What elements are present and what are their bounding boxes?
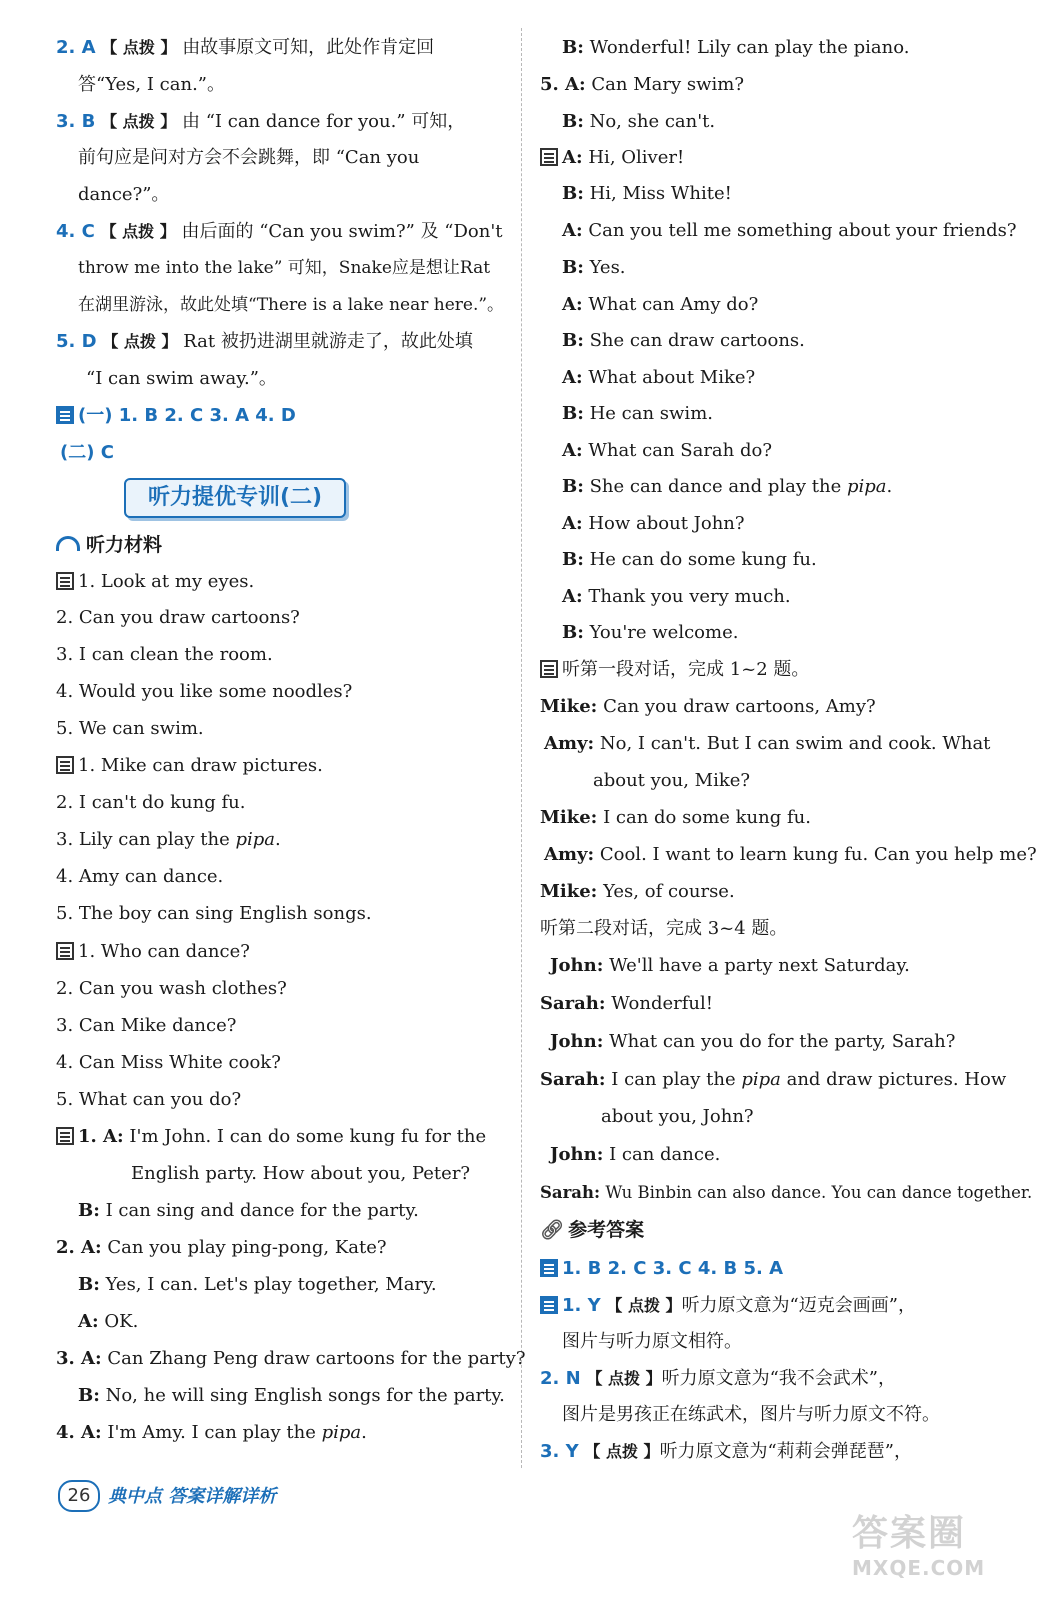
speaker-label: Sarah:	[540, 1069, 606, 1090]
answer-number: 2. N	[540, 1368, 581, 1389]
answer-2	[56, 36, 434, 60]
speaker-label: B:	[562, 111, 584, 132]
dialog-line	[562, 548, 817, 572]
speaker-label: Mike:	[540, 881, 598, 902]
list-item: 3. Can Mike dance?	[56, 1015, 237, 1036]
speaker-label: 2. A:	[56, 1237, 102, 1258]
dialog-line	[540, 1181, 1032, 1205]
dialog-text: Wonderful! Lily can play the piano.	[589, 37, 910, 58]
speaker-label: Amy:	[544, 844, 595, 865]
answer-text-cont: 图片是男孩正在练武术，图片与听力原文不符。	[562, 1404, 940, 1425]
list-item: 2. Can you wash clothes?	[56, 978, 287, 999]
list-item: 5. We can swim.	[56, 718, 204, 739]
dialog-line	[540, 806, 811, 830]
italic-word: pipa	[847, 476, 887, 497]
dialog-line	[562, 110, 715, 134]
dialog-text: No, she can't.	[589, 111, 716, 132]
italic-word: pipa	[321, 1422, 362, 1443]
answer-3-line2: 前句应是问对方会不会跳舞，即 “Can you	[78, 147, 420, 168]
list-item: 3. I can clean the room.	[56, 644, 273, 665]
dialog-line	[562, 512, 745, 536]
dialog-text: She can draw cartoons.	[589, 330, 805, 351]
speaker-label: John:	[550, 1031, 604, 1052]
item-text: 3. Lily can play the	[56, 829, 236, 850]
speaker-label: A:	[562, 513, 583, 534]
headphone-icon	[56, 536, 80, 551]
speaker-label: 1. A:	[78, 1126, 124, 1147]
dialog-line	[562, 219, 1017, 243]
listening-heading-text: 听力材料	[86, 534, 163, 556]
part-1-answer-icon	[540, 1259, 558, 1277]
list-item: 4. Can Miss White cook?	[56, 1052, 281, 1073]
speaker-label: John:	[550, 1144, 604, 1165]
intro-text: 听第一段对话，完成 1~2 题。	[562, 659, 810, 680]
speaker-label: John:	[550, 955, 604, 976]
tip-label: 【 点拨 】	[101, 38, 177, 57]
dialog-line	[78, 1273, 437, 1297]
answer-number: 4. C	[56, 221, 95, 242]
dialog-text: Can Zhang Peng draw cartoons for the party?	[107, 1348, 526, 1369]
item-text: 1. Mike can draw pictures.	[78, 755, 323, 776]
dialog-text: What can Sarah do?	[588, 440, 772, 461]
section-title: 听力提优专训(二)	[124, 478, 346, 518]
answer-number: 3. B	[56, 111, 96, 132]
reference-heading	[540, 1218, 644, 1242]
list-item	[56, 940, 250, 964]
answer-5	[56, 330, 473, 354]
answer-number: 2. A	[56, 37, 96, 58]
speaker-label: Mike:	[540, 807, 598, 828]
dialog-line	[550, 954, 910, 978]
reference-answers-1	[540, 1257, 783, 1281]
italic-word: pipa	[235, 829, 276, 850]
dialog-text: I can do some kung fu.	[603, 807, 811, 828]
answer-text: 听力原文意为“莉莉会弹琵琶”，	[659, 1441, 912, 1462]
dialog-text: Can you play ping-pong, Kate?	[107, 1237, 387, 1258]
answer-3	[56, 110, 465, 134]
speaker-label: B:	[562, 257, 584, 278]
speaker-label: A:	[562, 220, 583, 241]
answer-number: 3. Y	[540, 1441, 579, 1462]
dialog-text: You're welcome.	[589, 622, 739, 643]
dialog-text: Wu Binbin can also dance. You can dance together.	[605, 1183, 1033, 1202]
reference-answer-item	[540, 1440, 912, 1464]
dialog-text: I can sing and dance for the party.	[105, 1200, 419, 1221]
dialog-text: I'm Amy. I can play the	[107, 1422, 322, 1443]
dialog-line	[562, 256, 626, 280]
answer-text: Rat 被扔进湖里就游走了，故此处填	[183, 331, 473, 352]
dialog-line	[562, 402, 713, 426]
answer-number: 1. Y	[562, 1295, 601, 1316]
dialog-line	[540, 992, 713, 1016]
page-number: 26	[58, 1480, 100, 1512]
column-divider	[521, 28, 522, 1468]
speaker-label: A:	[562, 294, 583, 315]
dialog-text: We'll have a party next Saturday.	[609, 955, 910, 976]
speaker-label: B:	[562, 476, 584, 497]
dialog-line	[78, 1199, 419, 1223]
dialog-line	[56, 1347, 525, 1371]
dialog-text: Can you draw cartoons, Amy?	[603, 696, 876, 717]
reference-answer-item	[540, 1294, 916, 1318]
dialog-text: No, I can't. But I can swim and cook. What	[599, 733, 991, 754]
dialog-line	[540, 695, 876, 719]
dialog-line	[562, 585, 791, 609]
dialog-line	[78, 1310, 138, 1334]
section-answers-1	[56, 404, 296, 428]
list-item	[56, 570, 254, 594]
answer-text: 由后面的 “Can you swim?” 及 “Don't	[181, 221, 503, 242]
speaker-label: A:	[562, 440, 583, 461]
dialog-text: Yes, I can. Let's play together, Mary.	[105, 1274, 437, 1295]
part-2-answer-icon	[540, 1296, 558, 1314]
dialog-line	[540, 73, 744, 97]
speaker-label: Sarah:	[540, 1183, 601, 1202]
dialog-line	[562, 293, 758, 317]
watermark-top: 答案圈	[852, 1513, 967, 1554]
dialog-text: I can dance.	[609, 1144, 721, 1165]
tip-label: 【 点拨 】	[102, 332, 178, 351]
dialog-text: He can do some kung fu.	[589, 549, 817, 570]
dialog-text: I'm John. I can do some kung fu for the	[129, 1126, 487, 1147]
list-item: 3. Lily can play the pipa.	[56, 829, 281, 850]
watermark	[852, 1505, 985, 1580]
dialog-line-cont: about you, John?	[601, 1106, 754, 1127]
ref-answers-text: 1. B 2. C 3. C 4. B 5. A	[562, 1258, 784, 1279]
dialog-text: I can play the	[611, 1069, 742, 1090]
reference-heading-text: 参考答案	[568, 1219, 645, 1241]
tip-label: 【 点拨 】	[584, 1442, 660, 1461]
answer-4-line3: 在湖里游泳，故此处填“There is a lake near here.”。	[78, 295, 505, 315]
speaker-label: A:	[562, 367, 583, 388]
dialog-text: Hi, Miss White!	[589, 183, 732, 204]
dialog-text: Can Mary swim?	[591, 74, 745, 95]
tip-label: 【 点拨 】	[606, 1296, 682, 1315]
answer-text: 由故事原文可知，此处作肯定回	[182, 37, 435, 58]
watermark-bottom: MXQE.COM	[852, 1556, 986, 1580]
dialog-text: No, he will sing English songs for the party.	[105, 1385, 505, 1406]
reference-answer-item	[540, 1367, 896, 1391]
dialog-line	[544, 843, 1037, 867]
answer-2-line2: 答“Yes, I can.”。	[78, 74, 226, 95]
part-2-icon	[56, 756, 74, 774]
dialog-text: He can swim.	[589, 403, 713, 424]
dialog-line	[550, 1143, 720, 1167]
dialog-line	[550, 1030, 955, 1054]
item-text: 1. Look at my eyes.	[78, 571, 255, 592]
list-item: 4. Amy can dance.	[56, 866, 224, 887]
dialog-text: Yes, of course.	[603, 881, 735, 902]
speaker-label: B:	[562, 37, 584, 58]
section-answers-2: (二) C	[60, 442, 114, 463]
speaker-label: B:	[562, 622, 584, 643]
part-1-icon	[56, 572, 74, 590]
speaker-label: 3. A:	[56, 1348, 102, 1369]
speaker-label: B:	[78, 1385, 100, 1406]
tip-label: 【 点拨 】	[586, 1369, 662, 1388]
dialog-line	[540, 880, 735, 904]
answer-4	[56, 220, 503, 244]
speaker-label: 5. A:	[540, 74, 586, 95]
listening-heading	[56, 533, 162, 557]
answer-text: 听力原文意为“迈克会画画”，	[681, 1295, 916, 1316]
answer-3-line3: dance?”。	[78, 184, 170, 205]
list-item: 5. What can you do?	[56, 1089, 242, 1110]
list-item: 5. The boy can sing English songs.	[56, 903, 372, 924]
italic-word: pipa	[741, 1069, 781, 1090]
speaker-label: B:	[562, 330, 584, 351]
answer-4-line2: throw me into the lake” 可知，Snake应是想让Rat	[78, 258, 491, 278]
tip-label: 【 点拨 】	[101, 112, 177, 131]
dialog-line-cont: about you, Mike?	[593, 770, 751, 791]
dialog-line	[540, 146, 684, 170]
answer-text-cont: 图片与听力原文相符。	[562, 1331, 742, 1352]
answer-text: 由 “I can dance for you.” 可知，	[181, 111, 466, 132]
speaker-label: A:	[78, 1311, 99, 1332]
dialog-text: What can Amy do?	[588, 294, 759, 315]
part-5-icon	[540, 148, 558, 166]
speaker-label: Mike:	[540, 696, 598, 717]
list-item: 2. I can't do kung fu.	[56, 792, 246, 813]
section-answers-text: (一) 1. B 2. C 3. A 4. D	[78, 405, 296, 426]
dialog-text: How about John?	[588, 513, 745, 534]
item-text: 1. Who can dance?	[78, 941, 250, 962]
dialog-text: What about Mike?	[588, 367, 756, 388]
dialog-text: Can you tell me something about your friends?	[588, 220, 1017, 241]
speaker-label: Sarah:	[540, 993, 606, 1014]
part-4-icon	[56, 1127, 74, 1145]
list-item: 2. Can you draw cartoons?	[56, 607, 300, 628]
part-6-icon	[540, 660, 558, 678]
dialog-text: and draw pictures. How	[780, 1069, 1007, 1090]
dialog-line	[562, 36, 909, 60]
dialog-line	[544, 732, 990, 756]
dialog-text: Wonderful!	[611, 993, 714, 1014]
list-icon	[56, 406, 74, 424]
answer-text: 听力原文意为“我不会武术”，	[661, 1368, 896, 1389]
footer-brand: 典中点 答案详解详析	[108, 1486, 277, 1507]
link-icon: 🔗︎	[540, 1219, 565, 1241]
dialog-text: Yes.	[589, 257, 626, 278]
answer-5-line2: “I can swim away.”。	[86, 368, 277, 389]
dialog-line	[562, 329, 805, 353]
dialog-line: 4. A: I'm Amy. I can play the pipa.	[56, 1422, 367, 1443]
dialog-line	[562, 621, 738, 645]
part-3-icon	[56, 942, 74, 960]
dialog-line	[562, 182, 732, 206]
speaker-label: B:	[562, 549, 584, 570]
dialog-line: B: She can dance and play the pipa.	[562, 476, 893, 497]
dialog-text: Thank you very much.	[588, 586, 791, 607]
dialog-text: She can dance and play the	[589, 476, 847, 497]
dialog-line	[78, 1384, 505, 1408]
dialog-line	[540, 1068, 1006, 1092]
dialog-text: Hi, Oliver!	[588, 147, 685, 168]
dialog-line	[56, 1125, 486, 1149]
speaker-label: B:	[562, 183, 584, 204]
speaker-label: Amy:	[544, 733, 595, 754]
speaker-label: A:	[562, 147, 583, 168]
dialog-line-cont: English party. How about you, Peter?	[131, 1163, 471, 1184]
dialog-line	[562, 366, 755, 390]
part-6-intro-2: 听第二段对话，完成 3~4 题。	[540, 918, 788, 939]
speaker-label: A:	[562, 586, 583, 607]
speaker-label: 4. A:	[56, 1422, 102, 1443]
dialog-text: Cool. I want to learn kung fu. Can you help me?	[599, 844, 1037, 865]
list-item	[56, 754, 323, 778]
answer-number: 5. D	[56, 331, 97, 352]
speaker-label: B:	[562, 403, 584, 424]
dialog-text: What can you do for the party, Sarah?	[609, 1031, 956, 1052]
speaker-label: B:	[78, 1274, 100, 1295]
dialog-text: OK.	[104, 1311, 139, 1332]
speaker-label: B:	[78, 1200, 100, 1221]
dialog-line	[562, 439, 772, 463]
tip-label: 【 点拨 】	[100, 222, 176, 241]
dialog-line	[56, 1236, 387, 1260]
part-6-intro	[540, 658, 809, 682]
list-item: 4. Would you like some noodles?	[56, 681, 353, 702]
